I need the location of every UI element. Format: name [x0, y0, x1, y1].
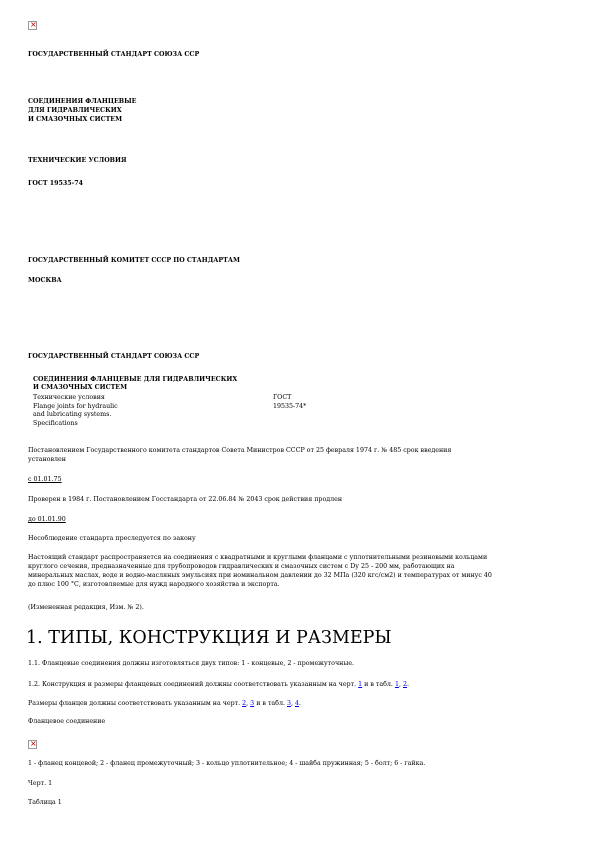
gost-number: ГОСТ 19535-74: [28, 180, 84, 187]
broken-image-icon: [28, 740, 37, 749]
state-standard-header: ГОСУДАРСТВЕННЫЙ СТАНДАРТ СОЮЗА ССР: [28, 51, 200, 58]
scope-paragraph-line: Настоящий стандарт распространяется на соединения с квадратными и круглыми фланцами с уплотнительными резиновыми кольцами: [28, 554, 488, 561]
law-note: Несоблюдение стандарта преследуется по закону: [28, 535, 196, 542]
clause-1-1: 1.1. Фланцевые соединения должны изготовляться двух типов: 1 - концевые, 2 - промежуточные.: [28, 660, 355, 667]
committee-name: ГОСУДАРСТВЕННЫЙ КОМИТЕТ СССР ПО СТАНДАРТАМ: [28, 257, 240, 264]
title-block-gost-number: 19535-74*: [273, 403, 307, 410]
figure-2-link[interactable]: 2: [242, 700, 247, 707]
table-caption: Таблица 1: [28, 799, 62, 806]
figure-legend: 1 - фланец концевой; 2 - фланец промежуточный; 3 - кольцо уплотнительное; 4 - шайба пружинная; 5 - болт; 6 - гайка.: [28, 760, 426, 767]
decree-text: Постановлением Государственного комитета стандартов Совета Министров СССР от 25 февраля 1974 г. № 485 срок введения: [28, 447, 452, 454]
table-1-link[interactable]: 1: [394, 681, 399, 688]
title-block-english: Specifications: [33, 420, 78, 427]
figure-1-link[interactable]: 1: [358, 681, 363, 688]
title-block-gost-label: ГОСТ: [273, 394, 292, 401]
title-block-title: СОЕДИНЕНИЯ ФЛАНЦЕВЫЕ ДЛЯ ГИДРАВЛИЧЕСКИХ: [33, 376, 238, 383]
table-3-link[interactable]: 3: [287, 700, 292, 707]
flange-joint-caption: Фланцевое соединение: [28, 718, 106, 725]
spec-label: ТЕХНИЧЕСКИЕ УСЛОВИЯ: [28, 157, 127, 164]
clause-text: Размеры фланцев должны соответствовать указанным на черт.: [28, 700, 241, 707]
clause-1-2: 1.2. Конструкция и размеры фланцевых соединений должны соответствовать указанным на черт. 1 и в табл. 1, 2.: [28, 681, 409, 688]
table-4-link[interactable]: 4: [295, 700, 300, 707]
scope-paragraph-line: круглого сечения, предназначенные для трубопроводов гидравлических и смазочных систем с Dу 25 - 200 мм, работающих на: [28, 563, 455, 570]
scope-paragraph-line: минеральных маслах, воде и водно-масляных эмульсиях при номинальном давлении до 32 МПа (320 кгс/см2) и температурах от минус 40: [28, 572, 492, 579]
figure-caption: Черт. 1: [28, 780, 53, 787]
document-title-line: И СМАЗОЧНЫХ СИСТЕМ: [28, 116, 123, 123]
clause-text: 1.2. Конструкция и размеры фланцевых соединений должны соответствовать указанным на черт.: [28, 681, 357, 688]
scope-paragraph-line: до плюс 100 °С, изготовляемые для нужд народного хозяйства и экспорта.: [28, 581, 280, 588]
title-block-english: Flange joints for hydraulic: [33, 403, 118, 410]
amendment-note: (Измененная редакция, Изм. № 2).: [28, 604, 144, 611]
decree-text: установлен: [28, 456, 66, 463]
section-heading: 1. ТИПЫ, КОНСТРУКЦИЯ И РАЗМЕРЫ: [26, 628, 392, 648]
figure-3-link[interactable]: 3: [250, 700, 255, 707]
table-2-link[interactable]: 2: [402, 681, 407, 688]
title-block-spec: Технические условия: [33, 394, 105, 401]
clause-text: и в табл.: [364, 681, 393, 688]
city-name: МОСКВА: [28, 277, 62, 284]
title-block-title: И СМАЗОЧНЫХ СИСТЕМ: [33, 384, 128, 391]
title-block-english: and lubricating systems.: [33, 411, 112, 418]
checked-note: Проверен в 1984 г. Постановлением Госстандарта от 22.06.84 № 2043 срок действия продлен: [28, 496, 343, 503]
effective-date: с 01.01.75: [28, 476, 62, 483]
broken-image-icon: [28, 21, 37, 30]
expiry-date: до 01.01.90: [28, 516, 66, 523]
flange-dimensions-clause: Размеры фланцев должны соответствовать указанным на черт. 2, 3 и в табл. 3, 4.: [28, 700, 302, 707]
document-title-line: СОЕДИНЕНИЯ ФЛАНЦЕВЫЕ: [28, 98, 137, 105]
state-standard-header: ГОСУДАРСТВЕННЫЙ СТАНДАРТ СОЮЗА ССР: [28, 353, 200, 360]
clause-text: и в табл.: [256, 700, 285, 707]
document-title-line: ДЛЯ ГИДРАВЛИЧЕСКИХ: [28, 107, 122, 114]
